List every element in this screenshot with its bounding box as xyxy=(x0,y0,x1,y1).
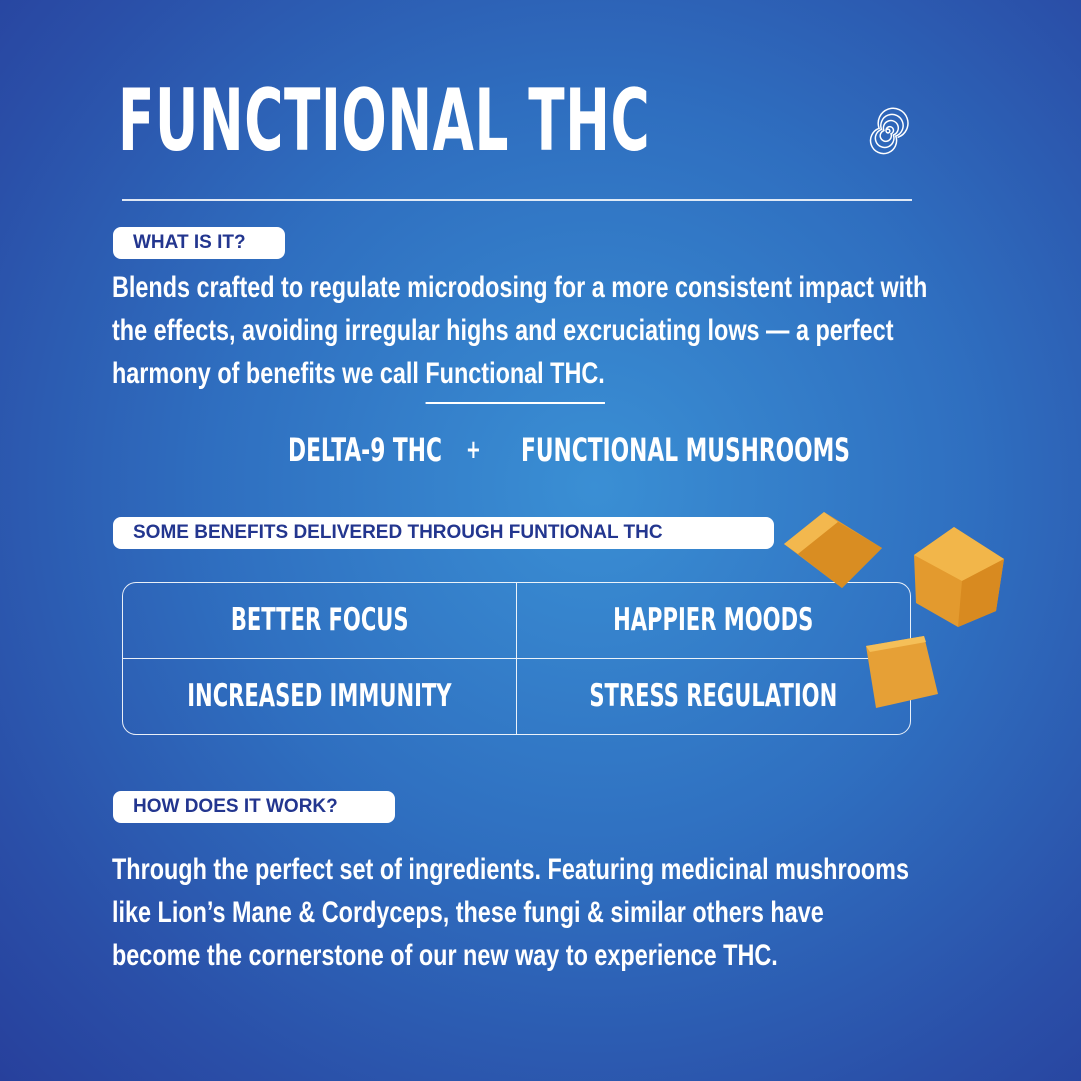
formula-delta9: DELTA-9 THC xyxy=(288,431,442,469)
gummy-cube-image xyxy=(862,634,940,712)
benefit-cell xyxy=(517,583,911,659)
page-title: FUNCTIONAL THC xyxy=(118,71,651,171)
how-line-2: like Lion’s Mane & Cordyceps, these fungi & similar others have xyxy=(112,896,824,929)
functional-thc-highlight: Functional THC. xyxy=(425,357,604,404)
gummy-cube-image xyxy=(776,508,888,592)
gummy-cube-image xyxy=(910,523,1006,629)
benefits-label: SOME BENEFITS DELIVERED THROUGH FUNTIONAL THC xyxy=(113,517,774,549)
how-does-it-work-label: HOW DOES IT WORK? xyxy=(113,791,395,823)
how-line-3: become the cornerstone of our new way to experience THC. xyxy=(112,939,778,972)
how-line-1: Through the perfect set of ingredients. Featuring medicinal mushrooms xyxy=(112,853,910,886)
how-description xyxy=(112,848,923,977)
benefit-cell xyxy=(517,659,911,735)
what-line-2: the effects, avoiding irregular highs and excruciating lows — a perfect xyxy=(112,314,894,347)
what-line-3 xyxy=(112,352,923,395)
what-line-1: Blends crafted to regulate microdosing for a more consistent impact with xyxy=(112,271,928,304)
benefit-better-focus: BETTER FOCUS xyxy=(230,602,409,639)
benefit-happier-moods: HAPPIER MOODS xyxy=(613,602,814,639)
formula-mushrooms: FUNCTIONAL MUSHROOMS xyxy=(521,431,850,469)
benefits-grid xyxy=(122,582,911,735)
formula-plus: + xyxy=(466,435,481,465)
what-line-3-text: harmony of benefits we call xyxy=(112,357,426,390)
benefit-increased-immunity: INCREASED IMMUNITY xyxy=(187,678,452,715)
benefit-cell xyxy=(123,583,517,659)
what-description xyxy=(112,266,928,395)
what-is-it-label: WHAT IS IT? xyxy=(113,227,285,259)
benefit-stress-regulation: STRESS REGULATION xyxy=(589,678,838,715)
benefit-cell xyxy=(123,659,517,735)
title-divider xyxy=(122,199,912,201)
spiral-icon xyxy=(857,100,919,162)
